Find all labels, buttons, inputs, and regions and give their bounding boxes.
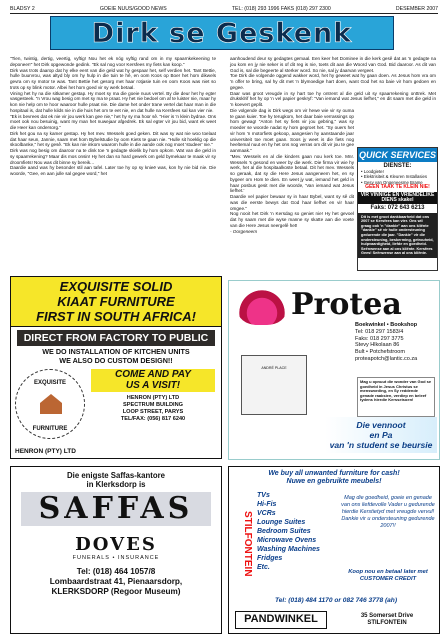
address-line: SPECTRUM BUILDING (123, 402, 183, 408)
doves-subtitle: FUNERALS • INSURANCE (72, 555, 160, 561)
ad-title: QUICK SERVICES (358, 150, 436, 160)
list-item: Etc. (257, 564, 270, 571)
saffas-ad (10, 466, 222, 634)
slogan-line: van 'n student se beursie (329, 440, 433, 450)
slogan (325, 417, 437, 453)
paragraph: "Mev. Wessels en al die kinders gaan nou kerk toe. Mnr. Wessels 's gesond en weer by die werk. Die firma vir wie hy werk, het al die hospitaalkoste betaal. Dit het mev. Wessels so geraak, dat sy die Here Jesus aangeneem het, en sy bygeer om Hom te dien. En weet jy wat, iemand het geld in haar posbus gesit met die woorde, 'Van iemand wat Jesus liefhet.' (230, 153, 354, 194)
side-town-name: STILFONTEIN (242, 511, 253, 577)
headline-line: KIAAT FURNITURE (57, 294, 175, 309)
services-heading: DIENSTE: (383, 163, 412, 169)
contact-strip: VIR VINNIGE EN VRIENDELIKE DIENS skakel (358, 192, 437, 204)
paragraph: "Ek is bevrees dat ek nie vir jou werk kan gee nie," het hy sy ma hoor sê. "Hier is 'n klein bydrae. Ons moet ook nou besuinig, want my man het nuwejaar afgedrek. Ek sal egter vir jou bid, want ek weet die Heer kan ondersorg." (10, 113, 216, 130)
product-list (257, 491, 320, 572)
list-item: Bedroom Suites (257, 528, 311, 535)
article-source: - Oorgeneem (230, 228, 258, 234)
company-logo: SAFFAS (21, 492, 211, 526)
paragraph: Dirk was trots daarop dat hy elke eent van die geld wat hy gespaar het, self verdien het. Tant Bettie, hulle buurvrou, was altyd bly om hy hulp in die tuin te hê, en oom Koos op Boer het hom dikwels gevra om sy motor te was. Tant Bettie het gesorg met haar rotjasie tuin en oom Koos was niet so trots op sy blink motor. Albei het hom goed vir sy werk betaal. (10, 67, 216, 90)
article-column-1 (10, 56, 216, 177)
location-map: ANDRÉ PLACE (241, 355, 307, 415)
service-item: • Elektrisiteit & Kleuren Installasies (361, 174, 427, 180)
address-line: Lombaardstraat 41, Pienaarsdorp, (49, 577, 183, 586)
installation-text (11, 348, 221, 365)
fax: Faks: 018 297 3775 (355, 335, 404, 342)
service-item: • Gesy van Ongeneesme Brame (361, 179, 423, 185)
address-line: TEL/FAX: (056) 817 6240 (120, 416, 186, 422)
paragraph: Die volgende dag is Dirk wegs om vir hewe wie vir sy ouma te gaan kuier. Toe hy terugkom, het daar baie verrassings op hom gewag! "Anton het sy fiets vir jou gebring," was sy moeder se woorde nadat sy hom gegroet het. "Sy ouers het vir hom 'n motorfiets gekoop, aangesien hy aanstaande jaar universiteit toe moet gaan. Soos jy weet is die fiets nog heeltemal nuut en hy het ons nog verras om dit vir jou te gee aanmaak." (230, 107, 354, 153)
shop-subtitle: Boekwinkel • Bookshop (355, 322, 418, 328)
headline-line: in Klerksdorp is (86, 480, 146, 489)
paragraph: Dirk was nog besig om daaroor na te dink toe 'n gedagte skielik by hom opkom. Wat van die geld in sy spaarrekening? Maar dis mos onsin! Hy het dan so hard gewerk om geld bymekaar te maak vir sy droomfiets! Nou was dit binne sy bereik... (10, 148, 216, 165)
list-item: Fridges (257, 555, 283, 562)
kiaat-furniture-ad (10, 276, 222, 459)
shop-logo: PANDWINKEL (235, 611, 327, 629)
install-line: WE ALSO DO CUSTOM DESIGN!! (59, 355, 173, 365)
address-line: Stevy Hlkolaan 86 (355, 342, 400, 349)
ad-headline (11, 277, 221, 327)
slogan-line: en Pa (369, 430, 393, 440)
paragraph: aanhoudend deur sy gedagtes gemaal. Een keer het Dominee in die kerk gesê dat as 'n gedagte na jou kom en jy nie seker is of dit reg is nie, toets dit aan die Woord van God. Bid daaroor. As dit van God is, sal die begeerte al sterker word. So nie, sal jy daarvan vergeet. (230, 56, 436, 73)
phone: Tel: (018) 464 1057/8 (76, 567, 156, 576)
headline-line: We buy all unwanted furniture for cash! (268, 470, 400, 477)
furniture-logo (15, 369, 85, 439)
headline-line: Die enigste Saffas-kantore (67, 471, 165, 480)
email: proteapotch@lantic.co.za (355, 355, 418, 362)
page-number: BLADSY 2 (10, 5, 35, 12)
issue-date: DESEMBER 2007 (395, 5, 438, 12)
list-item: VCRs (257, 510, 276, 517)
house-icon (40, 394, 62, 414)
slogan-line: Die vennoot (356, 420, 406, 430)
ad-headline (11, 471, 221, 489)
visit-line: COME AND PAY (115, 369, 191, 380)
article-title: Dirk se Geskenk (91, 17, 353, 49)
install-line: WE DO INSTALLATION OF KITCHEN UNITS (42, 347, 190, 356)
address-line: LOOP STREET, PARYS (122, 409, 184, 415)
newspaper-name: GOEIE NUUS/GOOD NEWS (99, 5, 167, 12)
address-line: KLERKSDORP (Regoor Museum) (51, 587, 181, 596)
phone: Tel: (018) 484 1170 or 082 746 3778 (ah) (274, 597, 398, 604)
headline-line: EXQUISITE SOLID (59, 279, 173, 294)
visit-line: US A VISIT! (125, 379, 181, 391)
address-line: Bult • Potchefstroom (355, 349, 405, 356)
season-greeting: Dit is met groot dankbaarheid dat ons 2007 se Kersfees kan vier. Ons wil graag ook 'n "dankie" aan ons kliënte "dankie" sê vir hulle ondersteuning gedurende die jaar. "Dankie" vir die ondersteuning, beskerming, getrouheid, hulpvaardigheid, liefde en goedheid. Seënwense aan al ons kliënte. Kersfees Gees! Seënwense aan al ons kliënte. (358, 213, 437, 258)
list-item: Washing Machines (257, 546, 320, 553)
quick-services-ad (357, 147, 438, 271)
protea-bookshop-ad (228, 280, 440, 460)
protea-flower-icon (237, 285, 287, 325)
paragraph: Nog nooit het Dirk 'n Kersdag so geniet nie! Hy het gevoel dat hy saam met die wyse manne sy skatte aan die voete van die Here Jesus neergelê het! (230, 211, 354, 228)
christmas-message: Mag die goedheid, goeie en genade van ons liefdevolle Vader u gedurende hierdie Kerstietyd met vreugde vervul! Dankie vir u ondersteuning gedurende 2007!! (341, 495, 435, 529)
paragraph: Toe Dirk die volgende oggend wakker word, het hy geweet wat hy gaan doen. As Jesus hom vra om 'n offer te bring, sal hy dit met 'n blymoedige hart doen, want God het so baie vir hom gedoen en gegee. (230, 73, 436, 90)
ad-headline (229, 470, 439, 487)
address-line: 35 Somerset Drive (360, 613, 414, 619)
visit-banner (91, 369, 215, 392)
contact-line: TEL: (018) 293 1996 FAKS (018) 297 2300 (231, 5, 331, 12)
paragraph: Vining het hy na die sitkamer gestap. Hy moet sy ma die goeie nuus vertel. By die deur het hy egter vasgesteek. "n Vrou wag besig om met sy ma te praat. Hy het nie bedoel om af te luister nie, maar hy kon nie help om te hoor waaroor hulle praat nie. Die dame het onder trane vertel dat haar man in die hospitaal is, dat hulle kilds nie in die huis het om te eet nie, en dat hulle na Kersfees sal kan vier nie. (10, 90, 216, 113)
address-line: HENRON (PTY) LTD (126, 395, 180, 401)
shop-name: Protea (291, 287, 402, 322)
pandwinkel-ad (228, 466, 440, 634)
fax-number: Faks: 072 643 6213 (370, 205, 425, 212)
list-item: Lounge Suites (257, 519, 306, 526)
credit-offer: Koop nou en betaal later met CUSTOMER CREDIT (348, 569, 428, 582)
factory-banner: DIRECT FROM FACTORY TO PUBLIC (17, 330, 215, 346)
logo-text: FURNITURE (32, 426, 68, 432)
phone: Tel: 018 297 1583/4 (355, 328, 404, 335)
headline-line: FIRST IN SOUTH AFRICA! (36, 309, 196, 324)
service-item: • Loodgieter (361, 169, 385, 175)
christmas-message: Mag u opnuut die wonder van God se goedheid in Jesus Christus se menswording, en Sy reddende genade raaksien, verdiep en beleef tydens hierdie Kersseisoen! (357, 377, 435, 417)
doves-logo: DOVES (75, 534, 157, 555)
address-line: STILFONTEIN (367, 620, 407, 626)
address-block (339, 613, 435, 627)
page-header (10, 4, 438, 14)
paragraph: Daar was groot vreugde in sy hart toe hy ontrent al die geld uit sy spaarrekening onttrek. Met druksklrif het hy op 'n vel papier geskryf: "Van iemand wat Jesus liefhet," en dit saam met die geld in 'n koevert geplit. (230, 90, 436, 107)
article-title-banner (50, 16, 394, 50)
logo-text: EXQUISITE (33, 380, 66, 386)
paragraph: "Tien, twintig, dertig, veertig, vyftig! Nou het ek nóg vyftig rand om in my spaarnkekeening te deponeer!" het Dirk opgewonde gedink. "Ek sal nog voor Kersfees my fiets kan koop." (10, 56, 216, 67)
paragraph: Dirk het gou na sy kamer gestap. Hy het mev. Wessels goed geken. Dit was sy wat nie woo toelaat dat haar seun, Jannie, saam met hom Bybelstudie by oom Kiets te gaan nie. "Hulle sit hoeklig op die skoolbanke," het sy gesê. "Ek kan nie inkom waarom hulle in die aande ook nog moet 'studeer' nie." (10, 130, 216, 148)
paragraph: Daardie vel papier bewaar sy in haar Bybel, want sy sê dit was die eerste bewys dat God haar liefhet en vir haar omgee." (230, 194, 354, 211)
headline-line: Nuwe en gebruikte meubels! (286, 478, 382, 486)
contact-block (11, 567, 221, 597)
list-item: Hi-Fis (257, 501, 277, 508)
slogan: GEEN TAAK TE KLEIN NIE! (365, 183, 430, 190)
paragraph: Daardie aand was hy besonder stil aan tafel. Later toe hy op sy knieë was, kon hy nie bid nie. Die woorde, "Gee, en aan julle sal gegee word," het (10, 165, 216, 176)
address-block (85, 395, 221, 423)
list-item: Microwave Ovens (257, 537, 317, 544)
company-name: HENRON (PTY) LTD (15, 448, 76, 455)
list-item: TVs (257, 492, 270, 499)
